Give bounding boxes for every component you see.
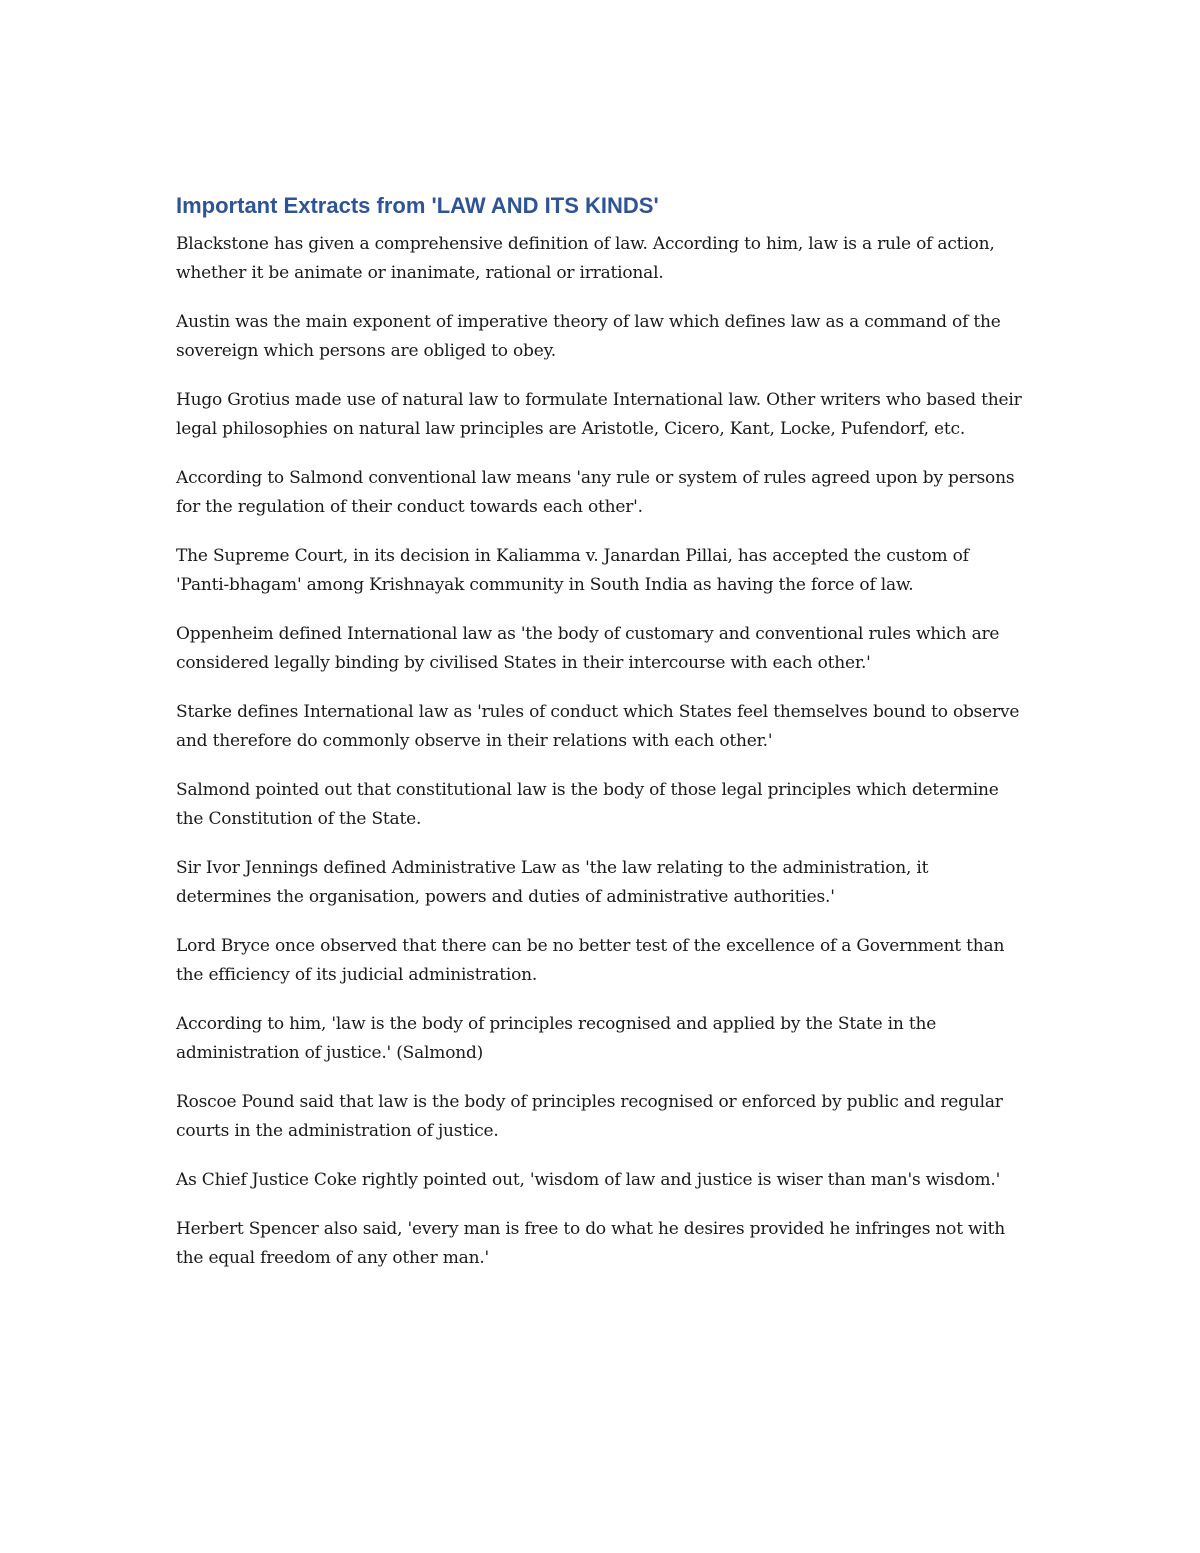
paragraph-bryce: Lord Bryce once observed that there can be no better test of the excellence of a Government than the efficiency of its judicial administration. [176, 936, 1005, 985]
paragraph-austin: Austin was the main exponent of imperative theory of law which defines law as a command of the sovereign which persons are obliged to obey. [176, 312, 1001, 361]
paragraph-grotius: Hugo Grotius made use of natural law to formulate International law. Other writers who based their legal philosophies on natural law principles are Aristotle, Cicero, Kant, Locke, Pufendorf, etc. [176, 390, 1022, 439]
paragraph-starke: Starke defines International law as 'rules of conduct which States feel themselves bound to observe and therefore do commonly observe in their relations with each other.' [176, 702, 1020, 751]
paragraph-pound: Roscoe Pound said that law is the body of principles recognised or enforced by public and regular courts in the administration of justice. [176, 1092, 1003, 1141]
paragraph-supreme-court: The Supreme Court, in its decision in Kaliamma v. Janardan Pillai, has accepted the custom of 'Panti-bhagam' among Krishnayak community in South India as having the force of law. [176, 546, 969, 595]
paragraph-oppenheim: Oppenheim defined International law as 'the body of customary and conventional rules which are considered legally binding by civilised States in their intercourse with each other.' [176, 624, 1000, 673]
document-body [176, 190, 1026, 1293]
paragraph-salmond-justice: According to him, 'law is the body of principles recognised and applied by the State in the administration of justice.' (Salmond) [176, 1014, 937, 1063]
paragraph-salmond-constitutional: Salmond pointed out that constitutional law is the body of those legal principles which determine the Constitution of the State. [176, 780, 999, 829]
paragraph-blackstone: Blackstone has given a comprehensive definition of law. According to him, law is a rule of action, whether it be animate or inanimate, rational or irrational. [176, 234, 995, 283]
paragraph-spencer: Herbert Spencer also said, 'every man is free to do what he desires provided he infringes not with the equal freedom of any other man.' [176, 1219, 1006, 1268]
document-heading: Important Extracts from 'LAW AND ITS KINDS' [176, 193, 659, 218]
paragraph-salmond-conventional: According to Salmond conventional law means 'any rule or system of rules agreed upon by persons for the regulation of their conduct towards each other'. [176, 468, 1015, 517]
paragraph-coke: As Chief Justice Coke rightly pointed out, 'wisdom of law and justice is wiser than man's wisdom.' [176, 1170, 1001, 1190]
paragraph-jennings: Sir Ivor Jennings defined Administrative Law as 'the law relating to the administration, it determines the organisation, powers and duties of administrative authorities.' [176, 858, 929, 907]
